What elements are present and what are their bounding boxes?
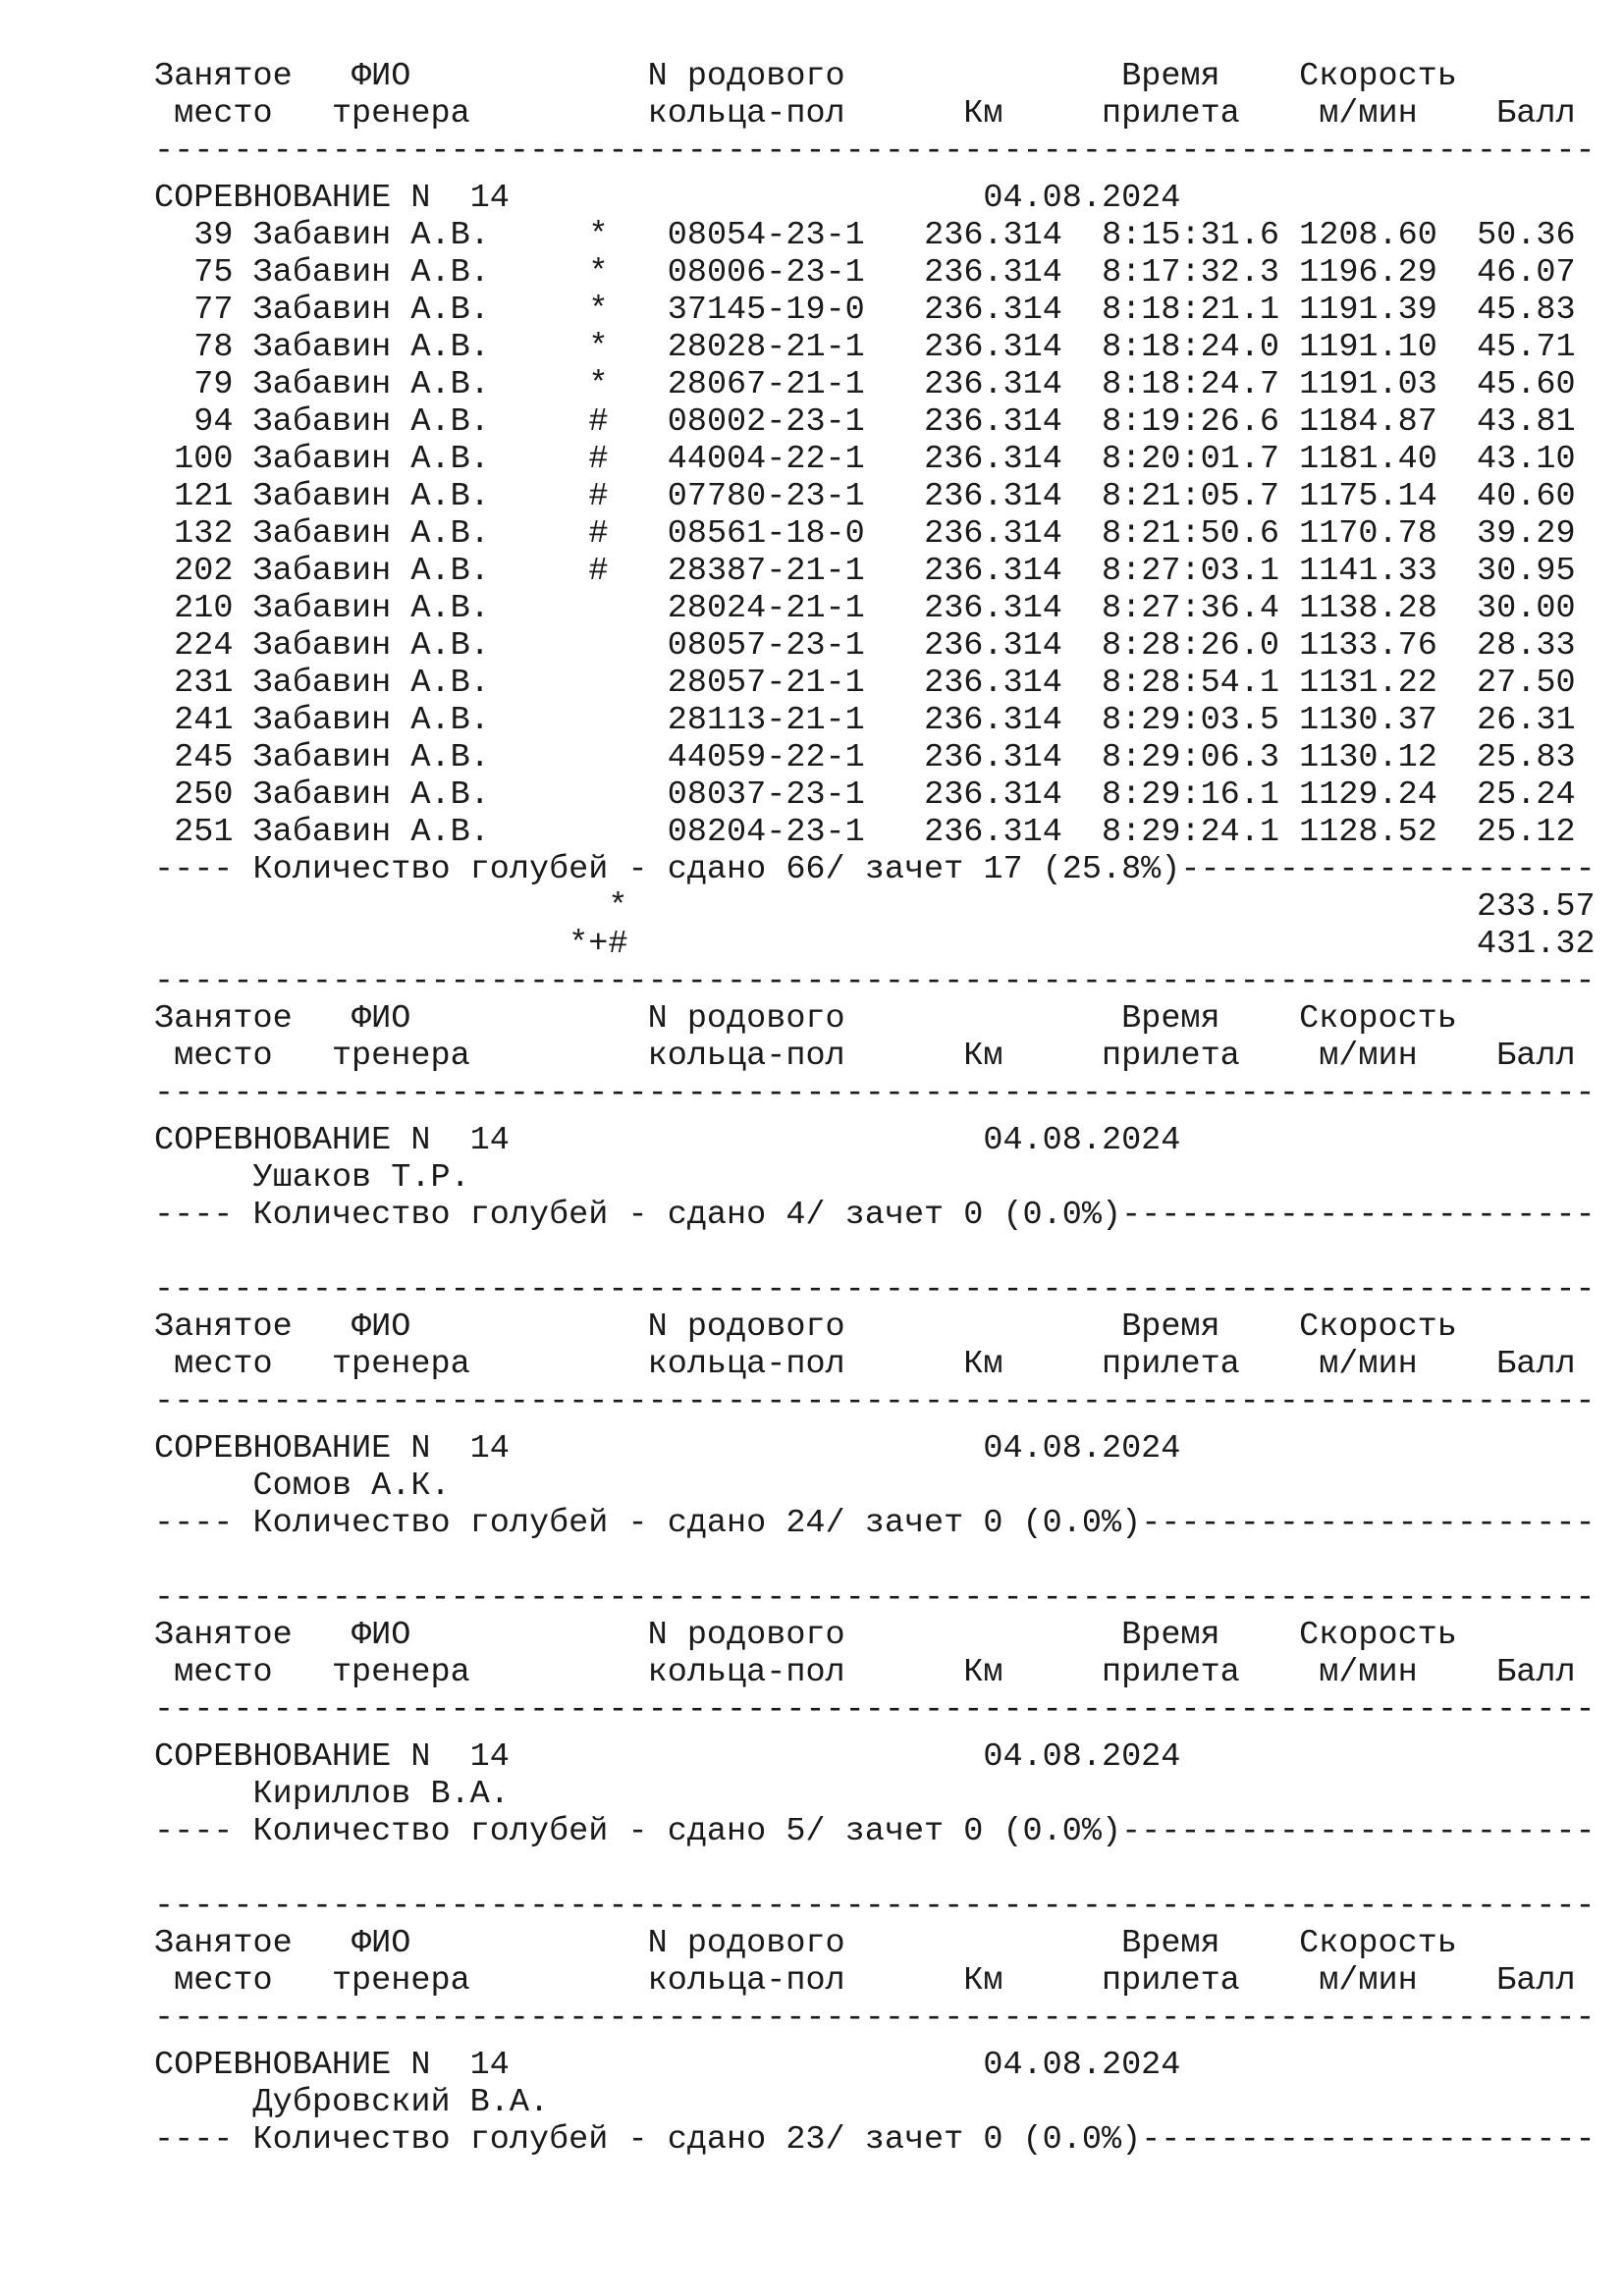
header-speed: Скорость: [1299, 1925, 1457, 1962]
row-place: 231: [174, 665, 234, 702]
header-speed-unit: м/мин: [1319, 1346, 1418, 1383]
row-score: 25.24: [1477, 776, 1576, 814]
row-ring: 28067-21-1: [667, 366, 865, 403]
row-time: 8:17:32.3: [1102, 254, 1279, 292]
header-place: Занятое: [154, 58, 293, 95]
row-trainer: Забавин А.В.: [252, 217, 490, 254]
header-score: Балл: [1496, 1962, 1576, 2000]
row-time: 8:28:26.0: [1102, 627, 1279, 665]
header-km: Км: [963, 1346, 1003, 1383]
separator: -------------------------------------------------------------------------: [154, 1888, 1596, 1925]
header-arrival: прилета: [1102, 95, 1240, 133]
trainer-name: Сомов А.К.: [252, 1468, 451, 1505]
header-arrival: прилета: [1102, 1962, 1240, 2000]
trainer-line: [154, 1776, 1596, 1813]
header-row-1: [154, 1925, 1596, 1962]
row-km: 236.314: [924, 553, 1062, 590]
trainer-line: [154, 1159, 1596, 1197]
header-trainer: тренера: [331, 1654, 470, 1691]
row-km: 236.314: [924, 366, 1062, 403]
row-trainer: Забавин А.В.: [252, 590, 490, 627]
total-line: [154, 926, 1596, 963]
competition-date: 04.08.2024: [983, 1122, 1181, 1159]
row-km: 236.314: [924, 403, 1062, 441]
row-trainer: Забавин А.В.: [252, 441, 490, 478]
summary-line: ---- Количество голубей - сдано 23/ зачет 0 (0.0%)-----------------------: [154, 2121, 1596, 2159]
header-score: Балл: [1496, 1654, 1576, 1691]
row-trainer: Забавин А.В.: [252, 627, 490, 665]
competition-date: 04.08.2024: [983, 2047, 1181, 2084]
row-km: 236.314: [924, 814, 1062, 851]
row-ring: 08037-23-1: [667, 776, 865, 814]
row-km: 236.314: [924, 292, 1062, 329]
row-speed: 1191.03: [1299, 366, 1437, 403]
table-row: [154, 739, 1596, 776]
table-row: [154, 441, 1596, 478]
table-row: [154, 217, 1596, 254]
header-ring-2: кольца-пол: [647, 1962, 845, 2000]
row-speed: 1191.10: [1299, 329, 1437, 366]
header-speed: Скорость: [1299, 1308, 1457, 1346]
row-ring: 08006-23-1: [667, 254, 865, 292]
header-row-2: [154, 95, 1596, 133]
header-speed-unit: м/мин: [1319, 1654, 1418, 1691]
row-speed: 1175.14: [1299, 478, 1437, 515]
header-trainer: тренера: [331, 95, 470, 133]
competition-title: СОРЕВНОВАНИЕ N 14: [154, 180, 510, 217]
row-ring: 08002-23-1: [667, 403, 865, 441]
trainer-name: Дубровский В.А.: [252, 2084, 550, 2121]
header-place: Занятое: [154, 1308, 293, 1346]
row-score: 43.10: [1477, 441, 1576, 478]
header-row-2: [154, 1962, 1596, 2000]
row-time: 8:18:24.7: [1102, 366, 1279, 403]
header-place: Занятое: [154, 1925, 293, 1962]
row-score: 45.60: [1477, 366, 1576, 403]
header-place-2: место: [174, 1962, 273, 2000]
separator: -------------------------------------------------------------------------: [154, 1271, 1596, 1308]
table-row: [154, 776, 1596, 814]
header-name: ФИО: [352, 58, 411, 95]
header-score: Балл: [1496, 95, 1576, 133]
total-value: 233.57: [1476, 888, 1596, 926]
table-row: [154, 553, 1596, 590]
row-time: 8:21:50.6: [1102, 515, 1279, 553]
total-mark: *: [608, 888, 628, 926]
row-score: 30.00: [1477, 590, 1576, 627]
summary-line: ---- Количество голубей - сдано 24/ зачет 0 (0.0%)-----------------------: [154, 1505, 1596, 1542]
header-ring: N родового: [647, 58, 845, 95]
row-mark: *: [588, 217, 609, 254]
row-km: 236.314: [924, 702, 1062, 739]
row-place: 224: [174, 627, 234, 665]
row-score: 30.95: [1477, 553, 1576, 590]
header-row-2: [154, 1654, 1596, 1691]
header-arrival: прилета: [1102, 1038, 1240, 1075]
row-speed: 1170.78: [1299, 515, 1437, 553]
competition-date: 04.08.2024: [983, 180, 1181, 217]
row-time: 8:27:36.4: [1102, 590, 1279, 627]
row-mark: #: [588, 441, 609, 478]
row-ring: 28057-21-1: [667, 665, 865, 702]
separator: -------------------------------------------------------------------------: [154, 1075, 1596, 1112]
spacer: [154, 170, 1596, 180]
table-row: [154, 292, 1596, 329]
row-mark: *: [588, 292, 609, 329]
header-score: Балл: [1496, 1038, 1576, 1075]
row-speed: 1191.39: [1299, 292, 1437, 329]
spacer: [154, 2159, 1596, 2196]
header-km: Км: [963, 1962, 1003, 2000]
row-mark: *: [588, 254, 609, 292]
row-speed: 1184.87: [1299, 403, 1437, 441]
row-time: 8:29:06.3: [1102, 739, 1279, 776]
row-speed: 1138.28: [1299, 590, 1437, 627]
row-speed: 1128.52: [1299, 814, 1437, 851]
row-score: 45.71: [1477, 329, 1576, 366]
row-time: 8:27:03.1: [1102, 553, 1279, 590]
header-speed: Скорость: [1299, 1000, 1457, 1038]
header-name: ФИО: [352, 1000, 411, 1038]
header-trainer: тренера: [331, 1038, 470, 1075]
competition-line: [154, 2047, 1596, 2084]
row-time: 8:29:03.5: [1102, 702, 1279, 739]
total-value: 431.32: [1476, 926, 1596, 963]
total-line: [154, 888, 1596, 926]
row-trainer: Забавин А.В.: [252, 478, 490, 515]
separator: -------------------------------------------------------------------------: [154, 133, 1596, 170]
table-row: [154, 254, 1596, 292]
row-speed: 1196.29: [1299, 254, 1437, 292]
row-mark: #: [588, 478, 609, 515]
header-speed: Скорость: [1299, 58, 1457, 95]
summary-line: ---- Количество голубей - сдано 66/ зачет 17 (25.8%)---------------------: [154, 851, 1596, 888]
competition-title: СОРЕВНОВАНИЕ N 14: [154, 1430, 510, 1468]
row-place: 79: [193, 366, 234, 403]
row-score: 26.31: [1477, 702, 1576, 739]
competition-title: СОРЕВНОВАНИЕ N 14: [154, 1738, 510, 1776]
row-time: 8:29:24.1: [1102, 814, 1279, 851]
header-row-2: [154, 1346, 1596, 1383]
table-row: [154, 366, 1596, 403]
header-trainer: тренера: [331, 1962, 470, 2000]
row-km: 236.314: [924, 665, 1062, 702]
summary-text: Количество голубей - сдано 5/ зачет 0 (0.0%): [252, 1813, 1122, 1850]
row-ring: 08054-23-1: [667, 217, 865, 254]
row-ring: 08204-23-1: [667, 814, 865, 851]
row-ring: 44059-22-1: [667, 739, 865, 776]
row-score: 40.60: [1477, 478, 1576, 515]
table-row: [154, 515, 1596, 553]
row-score: 43.81: [1477, 403, 1576, 441]
row-trainer: Забавин А.В.: [252, 515, 490, 553]
row-speed: 1131.22: [1299, 665, 1437, 702]
header-row-2: [154, 1038, 1596, 1075]
row-trainer: Забавин А.В.: [252, 814, 490, 851]
row-ring: 28113-21-1: [667, 702, 865, 739]
table-row: [154, 403, 1596, 441]
row-score: 45.83: [1477, 292, 1576, 329]
row-km: 236.314: [924, 776, 1062, 814]
row-km: 236.314: [924, 217, 1062, 254]
header-place-2: место: [174, 95, 273, 133]
trainer-line: [154, 1468, 1596, 1505]
row-place: 241: [174, 702, 234, 739]
row-speed: 1181.40: [1299, 441, 1437, 478]
row-ring: 28387-21-1: [667, 553, 865, 590]
row-place: 210: [174, 590, 234, 627]
row-trainer: Забавин А.В.: [252, 553, 490, 590]
row-time: 8:19:26.6: [1102, 403, 1279, 441]
separator: -------------------------------------------------------------------------: [154, 963, 1596, 1000]
row-place: 245: [174, 739, 234, 776]
header-time: Время: [1121, 1308, 1220, 1346]
separator: -------------------------------------------------------------------------: [154, 1383, 1596, 1420]
row-score: 46.07: [1477, 254, 1576, 292]
summary-text: Количество голубей - сдано 24/ зачет 0 (0.0%): [252, 1505, 1142, 1542]
header-ring: N родового: [647, 1617, 845, 1654]
header-name: ФИО: [352, 1925, 411, 1962]
row-ring: 07780-23-1: [667, 478, 865, 515]
row-time: 8:15:31.6: [1102, 217, 1279, 254]
row-km: 236.314: [924, 441, 1062, 478]
row-trainer: Забавин А.В.: [252, 776, 490, 814]
row-ring: 28024-21-1: [667, 590, 865, 627]
competition-date: 04.08.2024: [983, 1430, 1181, 1468]
row-speed: 1133.76: [1299, 627, 1437, 665]
header-place-2: место: [174, 1346, 273, 1383]
row-place: 100: [174, 441, 234, 478]
row-score: 25.83: [1477, 739, 1576, 776]
row-trainer: Забавин А.В.: [252, 292, 490, 329]
table-row: [154, 702, 1596, 739]
row-mark: #: [588, 515, 609, 553]
header-ring-2: кольца-пол: [647, 1654, 845, 1691]
header-place-2: место: [174, 1038, 273, 1075]
table-row: [154, 478, 1596, 515]
trainer-name: Ушаков Т.Р.: [252, 1159, 470, 1197]
row-trainer: Забавин А.В.: [252, 739, 490, 776]
spacer: [154, 1850, 1596, 1888]
row-speed: 1208.60: [1299, 217, 1437, 254]
row-place: 75: [193, 254, 234, 292]
row-speed: 1130.37: [1299, 702, 1437, 739]
separator: -------------------------------------------------------------------------: [154, 1579, 1596, 1617]
row-km: 236.314: [924, 739, 1062, 776]
row-place: 132: [174, 515, 234, 553]
header-place: Занятое: [154, 1000, 293, 1038]
row-km: 236.314: [924, 254, 1062, 292]
header-row-1: [154, 1617, 1596, 1654]
row-trainer: Забавин А.В.: [252, 702, 490, 739]
summary-text: Количество голубей - сдано 23/ зачет 0 (0.0%): [252, 2121, 1142, 2159]
separator: -------------------------------------------------------------------------: [154, 1691, 1596, 1729]
row-place: 202: [174, 553, 234, 590]
row-km: 236.314: [924, 478, 1062, 515]
table-row: [154, 627, 1596, 665]
row-place: 78: [193, 329, 234, 366]
table-row: [154, 590, 1596, 627]
table-row: [154, 329, 1596, 366]
header-arrival: прилета: [1102, 1346, 1240, 1383]
header-speed: Скорость: [1299, 1617, 1457, 1654]
summary-text: Количество голубей - сдано 4/ зачет 0 (0.0%): [252, 1197, 1122, 1234]
spacer: [154, 2037, 1596, 2047]
row-speed: 1130.12: [1299, 739, 1437, 776]
spacer: [154, 1420, 1596, 1430]
row-time: 8:20:01.7: [1102, 441, 1279, 478]
header-score: Балл: [1496, 1346, 1576, 1383]
row-ring: 44004-22-1: [667, 441, 865, 478]
row-mark: *: [588, 366, 609, 403]
row-score: 39.29: [1477, 515, 1576, 553]
trainer-name: Кириллов В.А.: [252, 1776, 510, 1813]
header-km: Км: [963, 95, 1003, 133]
header-ring-2: кольца-пол: [647, 1038, 845, 1075]
header-place: Занятое: [154, 1617, 293, 1654]
header-km: Км: [963, 1038, 1003, 1075]
header-row-1: [154, 1000, 1596, 1038]
results-document: [154, 58, 1596, 2196]
header-time: Время: [1121, 1000, 1220, 1038]
header-arrival: прилета: [1102, 1654, 1240, 1691]
row-ring: 28028-21-1: [667, 329, 865, 366]
header-ring-2: кольца-пол: [647, 1346, 845, 1383]
header-time: Время: [1121, 1925, 1220, 1962]
table-row: [154, 814, 1596, 851]
header-time: Время: [1121, 1617, 1220, 1654]
header-trainer: тренера: [331, 1346, 470, 1383]
row-mark: #: [588, 403, 609, 441]
row-mark: #: [588, 553, 609, 590]
spacer: [154, 1112, 1596, 1122]
header-speed-unit: м/мин: [1319, 1962, 1418, 2000]
row-km: 236.314: [924, 515, 1062, 553]
row-km: 236.314: [924, 590, 1062, 627]
separator: -------------------------------------------------------------------------: [154, 2000, 1596, 2037]
row-speed: 1141.33: [1299, 553, 1437, 590]
row-place: 251: [174, 814, 234, 851]
row-score: 27.50: [1477, 665, 1576, 702]
header-name: ФИО: [352, 1617, 411, 1654]
summary-line: ---- Количество голубей - сдано 5/ зачет 0 (0.0%)------------------------: [154, 1813, 1596, 1850]
competition-line: [154, 1122, 1596, 1159]
row-place: 77: [193, 292, 234, 329]
header-name: ФИО: [352, 1308, 411, 1346]
row-trainer: Забавин А.В.: [252, 329, 490, 366]
spacer: [154, 1234, 1596, 1271]
row-time: 8:18:24.0: [1102, 329, 1279, 366]
competition-line: [154, 1738, 1596, 1776]
row-score: 25.12: [1477, 814, 1576, 851]
trainer-line: [154, 2084, 1596, 2121]
row-ring: 37145-19-0: [667, 292, 865, 329]
competition-date: 04.08.2024: [983, 1738, 1181, 1776]
row-trainer: Забавин А.В.: [252, 254, 490, 292]
header-ring: N родового: [647, 1000, 845, 1038]
table-row: [154, 665, 1596, 702]
row-score: 28.33: [1477, 627, 1576, 665]
header-place-2: место: [174, 1654, 273, 1691]
row-place: 121: [174, 478, 234, 515]
header-km: Км: [963, 1654, 1003, 1691]
competition-title: СОРЕВНОВАНИЕ N 14: [154, 2047, 510, 2084]
header-speed-unit: м/мин: [1319, 1038, 1418, 1075]
row-trainer: Забавин А.В.: [252, 665, 490, 702]
row-score: 50.36: [1477, 217, 1576, 254]
row-trainer: Забавин А.В.: [252, 403, 490, 441]
row-ring: 08057-23-1: [667, 627, 865, 665]
row-time: 8:18:21.1: [1102, 292, 1279, 329]
competition-line: [154, 1430, 1596, 1468]
row-place: 250: [174, 776, 234, 814]
header-time: Время: [1121, 58, 1220, 95]
row-place: 39: [193, 217, 234, 254]
row-time: 8:28:54.1: [1102, 665, 1279, 702]
header-ring-2: кольца-пол: [647, 95, 845, 133]
header-ring: N родового: [647, 1308, 845, 1346]
summary-text: Количество голубей - сдано 66/ зачет 17 (25.8%): [252, 851, 1181, 888]
spacer: [154, 1542, 1596, 1579]
row-time: 8:21:05.7: [1102, 478, 1279, 515]
row-time: 8:29:16.1: [1102, 776, 1279, 814]
header-ring: N родового: [647, 1925, 845, 1962]
competition-line: [154, 180, 1596, 217]
row-ring: 08561-18-0: [667, 515, 865, 553]
header-speed-unit: м/мин: [1319, 95, 1418, 133]
header-row-1: [154, 58, 1596, 95]
row-km: 236.314: [924, 627, 1062, 665]
total-mark: *+#: [568, 926, 628, 963]
header-row-1: [154, 1308, 1596, 1346]
competition-title: СОРЕВНОВАНИЕ N 14: [154, 1122, 510, 1159]
row-speed: 1129.24: [1299, 776, 1437, 814]
row-mark: *: [588, 329, 609, 366]
row-place: 94: [193, 403, 234, 441]
spacer: [154, 1729, 1596, 1738]
row-trainer: Забавин А.В.: [252, 366, 490, 403]
row-km: 236.314: [924, 329, 1062, 366]
summary-line: ---- Количество голубей - сдано 4/ зачет 0 (0.0%)------------------------: [154, 1197, 1596, 1234]
